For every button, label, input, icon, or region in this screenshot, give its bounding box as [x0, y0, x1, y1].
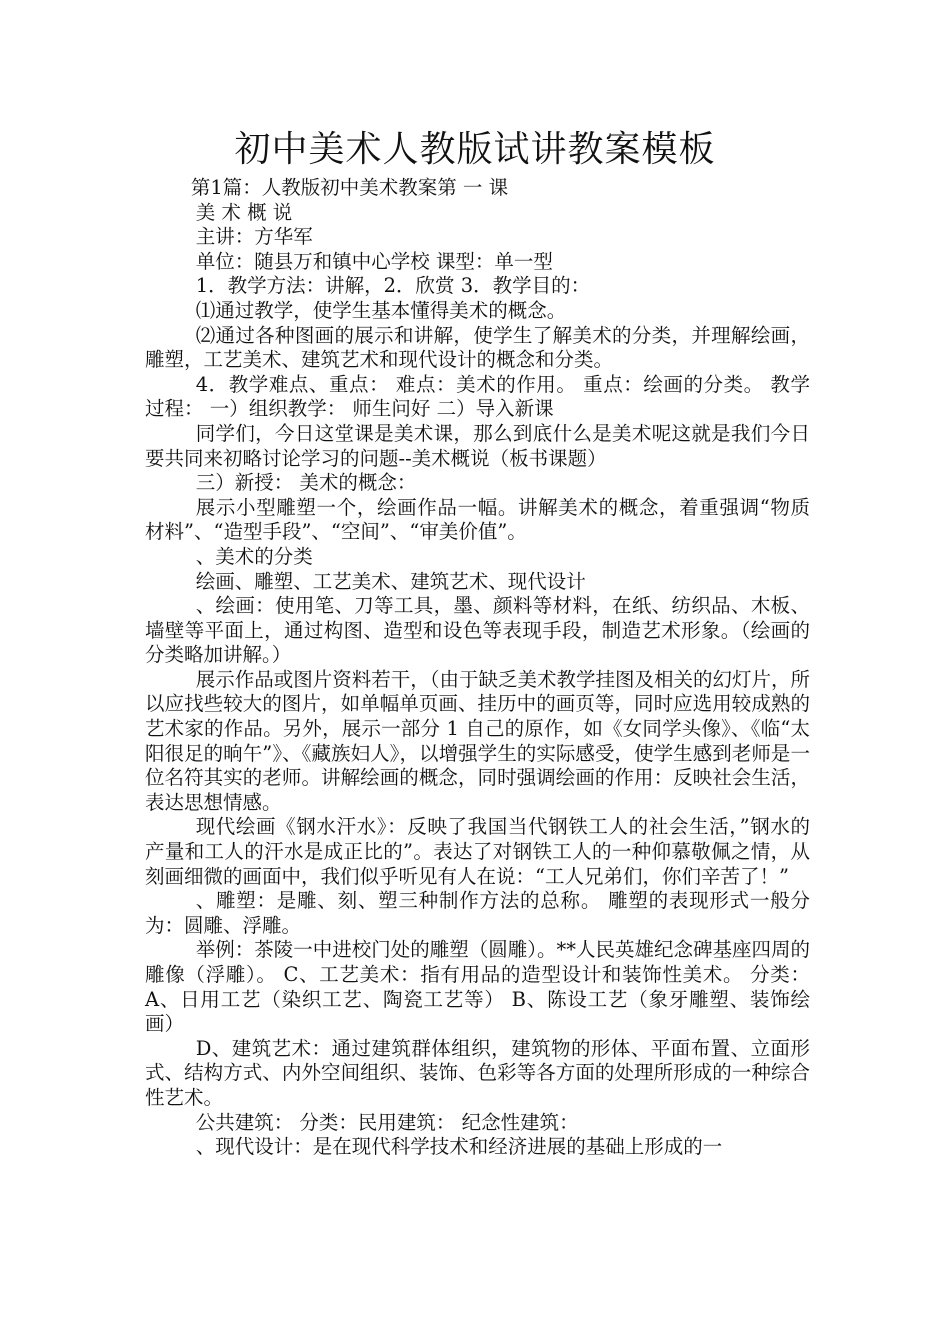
- paragraph-classification-list: 绘画、雕塑、工艺美术、建筑艺术、现代设计: [195, 569, 586, 593]
- paragraph-sculpture: 、雕塑：是雕、刻、塑三种制作方法的总称。 雕塑的表现形式一般分为：圆雕、浮雕。: [145, 889, 810, 937]
- paragraph-school: 单位：随县万和镇中心学校 课型：单一型: [195, 249, 553, 273]
- paragraph-modern-design: 、现代设计：是在现代科学技术和经济进展的基础上形成的一: [195, 1135, 723, 1159]
- paragraph-chapter-heading: 第1篇：人教版初中美术教案第 一 课: [190, 176, 509, 199]
- paragraph-architecture: D、建筑艺术：通过建筑群体组织，建筑物的形体、平面布置、立面形式、结构方式、内外空间组织、装饰、色彩等各方面的处理所形成的一种综合性艺术。: [145, 1036, 810, 1109]
- document-body: [145, 176, 810, 1160]
- paragraph-public-buildings: 公共建筑： 分类：民用建筑： 纪念性建筑：: [195, 1110, 579, 1134]
- paragraph-artwork-display: 展示作品或图片资料若干，（由于缺乏美术教学挂图及相关的幻灯片，所以应找些较大的图片，如单幅单页画、挂历中的画页等，同时应选用较成熟的艺术家的作品。另外，展示一部分 1 自己的原作，如《女同学头像》、《临“太阳很足的晌午”》、《藏族妇人》，以增强学生的实际感受，使学生感到老师是一位名符其实的老师。讲解绘画的概念，同时强调绘画的作用：反映社会生活，表达思想情感。: [145, 667, 810, 814]
- paragraph-goal-1: ⑴通过教学，使学生基本懂得美术的概念。: [195, 298, 567, 322]
- paragraph-lesson-title: 美 术 概 说: [195, 200, 293, 224]
- paragraph-examples: 举例：茶陵一中进校门处的雕塑（圆雕）。**人民英雄纪念碑基座四周的雕像（浮雕）。 C、工艺美术：指有用品的造型设计和装饰性美术。 分类：A、日用工艺（染织工艺、陶瓷工艺等） B、陈设工艺（象牙雕塑、装饰绘画）: [145, 938, 810, 1036]
- paragraph-methods: 1．教学方法：讲解，2．欣赏 3．教学目的：: [195, 274, 591, 298]
- document-title: 初中美术人教版试讲教案模板: [234, 129, 716, 170]
- paragraph-demonstration: 展示小型雕塑一个，绘画作品一幅。讲解美术的概念，着重强调“物质材料”、“造型手段”、“空间”、“审美价值”。: [145, 495, 810, 544]
- paragraph-goal-2: ⑵通过各种图画的展示和讲解，使学生了解美术的分类，并理解绘画，雕塑，工艺美术、建筑艺术和现代设计的概念和分类。: [145, 323, 810, 372]
- paragraph-new-lesson: 三）新授： 美术的概念：: [195, 471, 417, 495]
- paragraph-key-points: 4．教学难点、重点： 难点：美术的作用。 重点：绘画的分类。 教学过程： 一）组织教学： 师生问好 二）导入新课: [145, 372, 810, 421]
- paragraph-painting: 、绘画：使用笔、刀等工具，墨、颜料等材料，在纸、纺织品、木板、墙壁等平面上，通过构图、造型和设色等表现手段，制造艺术形象。（绘画的分类略加讲解。）: [145, 594, 810, 667]
- paragraph-modern-painting: 现代绘画《钢水汗水》：反映了我国当代钢铁工人的社会生活，”钢水的产量和工人的汗水是成正比的”。表达了对钢铁工人的一种仰慕敬佩之情，从刻画细微的画面中，我们似乎听见有人在说：“工人兄弟们，你们辛苦了！”: [145, 815, 810, 888]
- paragraph-introduction: 同学们，今日这堂课是美术课，那么到底什么是美术呢这就是我们今日要共同来初略讨论学习的问题--美术概说（板书课题）: [145, 421, 810, 470]
- paragraph-lecturer: 主讲：方华军: [195, 225, 313, 249]
- paragraph-classification-heading: 、美术的分类: [195, 544, 313, 568]
